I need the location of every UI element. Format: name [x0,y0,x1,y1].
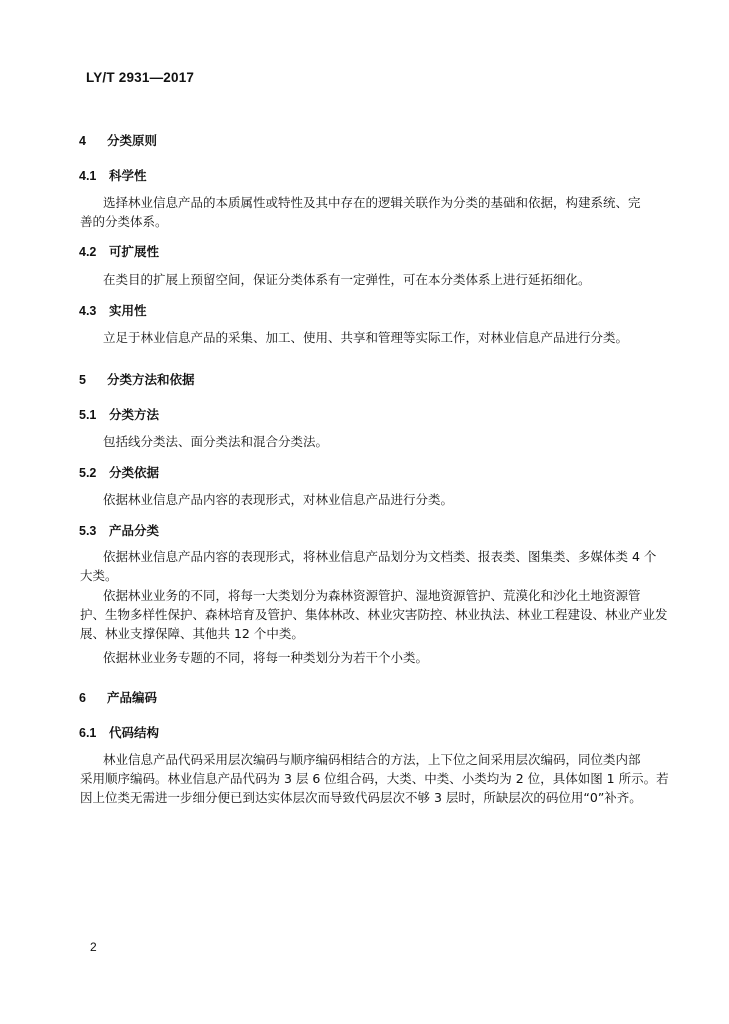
section-number: 4.2 [79,245,97,259]
section-title: 分类依据 [109,465,160,480]
section-number: 5.1 [79,408,97,422]
text-line: 采用顺序编码。林业信息产品代码为 3 层 6 位组合码，大类、中类、小类均为 2 位，具体如图 1 所示。若 [80,771,669,786]
paragraph-5-3-a [80,547,657,585]
section-heading-4-2 [79,242,159,260]
section-number: 4 [79,134,86,148]
text-line: 立足于林业信息产品的采集、加工、使用、共享和管理等实际工作，对林业信息产品进行分类。 [103,330,629,345]
section-title: 分类原则 [107,133,158,148]
section-title: 科学性 [109,168,147,183]
section-heading-4 [79,131,157,149]
section-title: 实用性 [109,303,147,318]
section-number: 5.2 [79,466,97,480]
text-line: 在类目的扩展上预留空间，保证分类体系有一定弹性，可在本分类体系上进行延拓细化。 [103,272,591,287]
paragraph-4-2 [80,270,640,289]
section-title: 可扩展性 [109,244,160,259]
paragraph-5-2 [80,490,640,509]
paragraph-5-1 [80,432,640,451]
section-title: 分类方法和依据 [107,372,195,387]
section-title: 代码结构 [109,725,160,740]
page-number: 2 [90,940,97,954]
section-heading-5-1 [79,405,159,423]
section-heading-5-2 [79,463,159,481]
text-line: 大类。 [80,568,118,583]
text-line: 依据林业业务的不同，将每一大类划分为森林资源管护、湿地资源管护、荒漠化和沙化土地资源管 [103,588,641,603]
section-heading-4-3 [79,301,147,319]
text-line: 依据林业信息产品内容的表现形式，将林业信息产品划分为文档类、报表类、图集类、多媒体类 4 个 [103,549,657,564]
section-number: 6.1 [79,726,97,740]
text-line: 包括线分类法、面分类法和混合分类法。 [103,434,329,449]
standard-code: LY/T 2931—2017 [86,70,195,85]
section-number: 6 [79,691,86,705]
text-line: 展、林业支撑保障、其他共 12 个中类。 [80,626,304,641]
section-title: 产品分类 [109,523,160,538]
section-title: 分类方法 [109,407,160,422]
text-line: 依据林业信息产品内容的表现形式，对林业信息产品进行分类。 [103,492,454,507]
paragraph-5-3-b [80,586,668,643]
section-heading-4-1 [79,166,147,184]
text-line: 林业信息产品代码采用层次编码与顺序编码相结合的方法，上下位之间采用层次编码，同位类内部 [103,752,641,767]
section-number: 5.3 [79,524,97,538]
text-line: 依据林业业务专题的不同，将每一种类划分为若干个小类。 [103,650,429,665]
text-line: 护、生物多样性保护、森林培育及管护、集体林改、林业灾害防控、林业执法、林业工程建设、林业产业发 [80,607,668,622]
paragraph-6-1 [80,750,669,807]
section-number: 5 [79,373,86,387]
section-heading-6-1 [79,723,159,741]
section-heading-5-3 [79,521,159,539]
paragraph-4-1 [80,193,640,231]
section-number: 4.3 [79,304,97,318]
text-line: 选择林业信息产品的本质属性或特性及其中存在的逻辑关联作为分类的基础和依据，构建系统、完 [103,195,641,210]
paragraph-4-3 [80,328,640,347]
paragraph-5-3-c [80,648,640,667]
text-line: 因上位类无需进一步细分便已到达实体层次而导致代码层次不够 3 层时，所缺层次的码位用“0”补齐。 [80,790,642,805]
section-title: 产品编码 [107,690,158,705]
text-line: 善的分类体系。 [80,214,168,229]
section-heading-6 [79,688,157,706]
section-heading-5 [79,370,195,388]
section-number: 4.1 [79,169,97,183]
